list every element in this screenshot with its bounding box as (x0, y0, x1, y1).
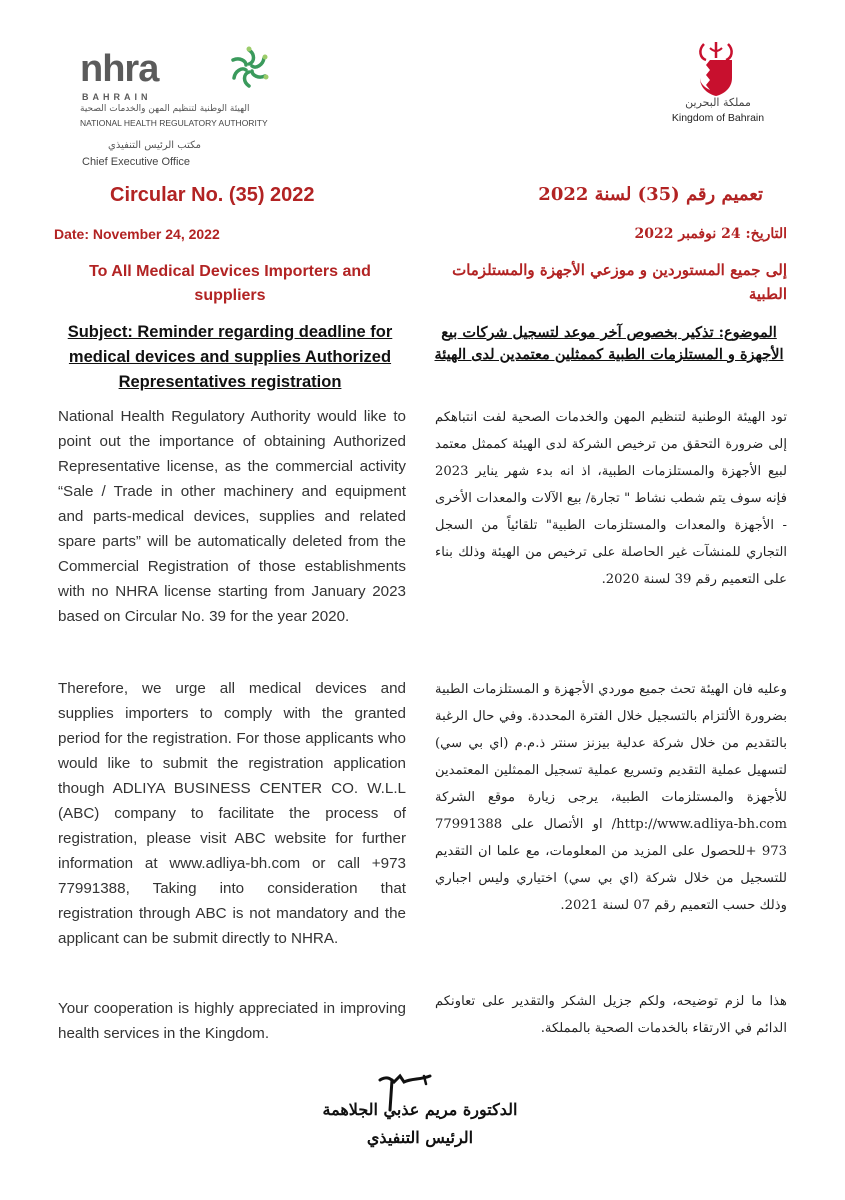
authority-name-ar: الهيئة الوطنية لتنظيم المهن والخدمات الصحية (80, 104, 250, 114)
subject-ar: الموضوع: تذكير بخصوص آخر موعد لتسجيل شركات بيع الأجهزة و المستلزمات الطبية كممثلين معتمدين لدى الهيئة (434, 324, 784, 363)
authority-name-en: NATIONAL HEALTH REGULATORY AUTHORITY (80, 118, 268, 128)
subject-en: Subject: Reminder regarding deadline for medical devices and supplies Authorized Representatives registration (67, 323, 393, 391)
body-en-paragraph-2: Therefore, we urge all medical devices and supplies importers to comply with the granted period for the registration. For those applicants who would like to submit the registration application though ADLIYA BUSINESS CENTER CO. W.L.L (ABC) company to facilitate the process of registration, please visit ABC website for further information at www.adliya-bh.com or call +973 77991388, Taking into consideration that registration through ABC is not mandatory and the applicant can be submit directly to NHRA. (58, 680, 406, 947)
office-name-en: Chief Executive Office (82, 156, 191, 168)
body-en-paragraph-1: National Health Regulatory Authority would like to point out the importance of obtaining Authorized Representative license, as the commercial activity “Sale / Trade in other machinery and equipment and parts-medical devices, supplies and related spare parts” will be automatically deleted from the Commercial Registration of those establishments with no NHRA license starting from January 2023 based on Circular No. 39 for the year 2020. (58, 408, 406, 625)
nhra-flower-icon (225, 44, 273, 92)
body-ar-paragraph-2: وعليه فان الهيئة تحث جميع موردي الأجهزة و المستلزمات الطبية بضرورة الألتزام بالتسجيل خلال الفترة المحددة. وفي حال الرغبة بالتقديم من خلال شركة عدلية بيزنز سنتر ذ.م.م (اي بي سي) لتسهيل عملية التقديم وتسريع عملية تسجيل الممثلين المعتمدين للأجهزة والمستلزمات الطبية، يرجى زيارة موقع الشركة http://www.adliya-bh.com/ او الأتصال على 77991388 973 +للحصول على المزيد من المعلومات، مع علما ان التقديم للتسجيل من خلال شركة (اي بي سي) اختياري وليس اجباري وذلك حسب التعميم رقم 07 لسنة 2021. (435, 682, 787, 913)
body-ar-paragraph-3: هذا ما لزم توضيحه، ولكم جزيل الشكر والتقدير على تعاونكم الدائم في الارتقاء بالخدمات الصحية بالمملكة. (435, 994, 787, 1036)
date-ar: التاريخ: 24 نوفمبر 2022 (634, 226, 787, 242)
kingdom-name-en: Kingdom of Bahrain (671, 112, 765, 124)
signatory-name: الدكتورة مريم عذبي الجلاهمة (322, 1100, 518, 1119)
date-en: Date: November 24, 2022 (54, 226, 220, 242)
bahrain-emblem-icon (696, 40, 736, 96)
nhra-country-label: BAHRAIN (82, 92, 152, 102)
signatory-title: الرئيس التنفيذي (366, 1128, 474, 1147)
addressee-en: To All Medical Devices Importers and suppliers (89, 263, 371, 304)
body-ar-paragraph-1: تود الهيئة الوطنية لتنظيم المهن والخدمات الصحية لفت انتباهكم إلى ضرورة التحقق من ترخيص الشركة لدى الهيئة كممثل معتمد لبيع الأجهزة والمستلزمات الطبية، اذ انه بدء شهر يناير 2023 فإنه سوف يتم شطب نشاط " تجارة/ بيع الآلات والمعدات الأخرى - الأجهزة والمعدات والمستلزمات الطبية" تلقائياً من السجل التجاري للمنشآت غير الحاصلة على ترخيص من الهيئة وذلك بناء على التعميم رقم 39 لسنة 2020. (435, 410, 787, 587)
kingdom-name-ar: مملكة البحرين (685, 96, 751, 109)
nhra-wordmark: nhra (80, 48, 159, 90)
body-en-paragraph-3: Your cooperation is highly appreciated in improving health services in the Kingdom. (58, 1000, 406, 1042)
circular-title-ar: تعميم رقم (35) لسنة 2022 (538, 184, 763, 205)
office-name-ar: مكتب الرئيس التنفيذي (108, 140, 201, 151)
addressee-ar: إلى جميع المستوردين و موزعي الأجهزة والمستلزمات الطبية (452, 261, 787, 303)
circular-title-en: Circular No. (35) 2022 (110, 184, 315, 206)
